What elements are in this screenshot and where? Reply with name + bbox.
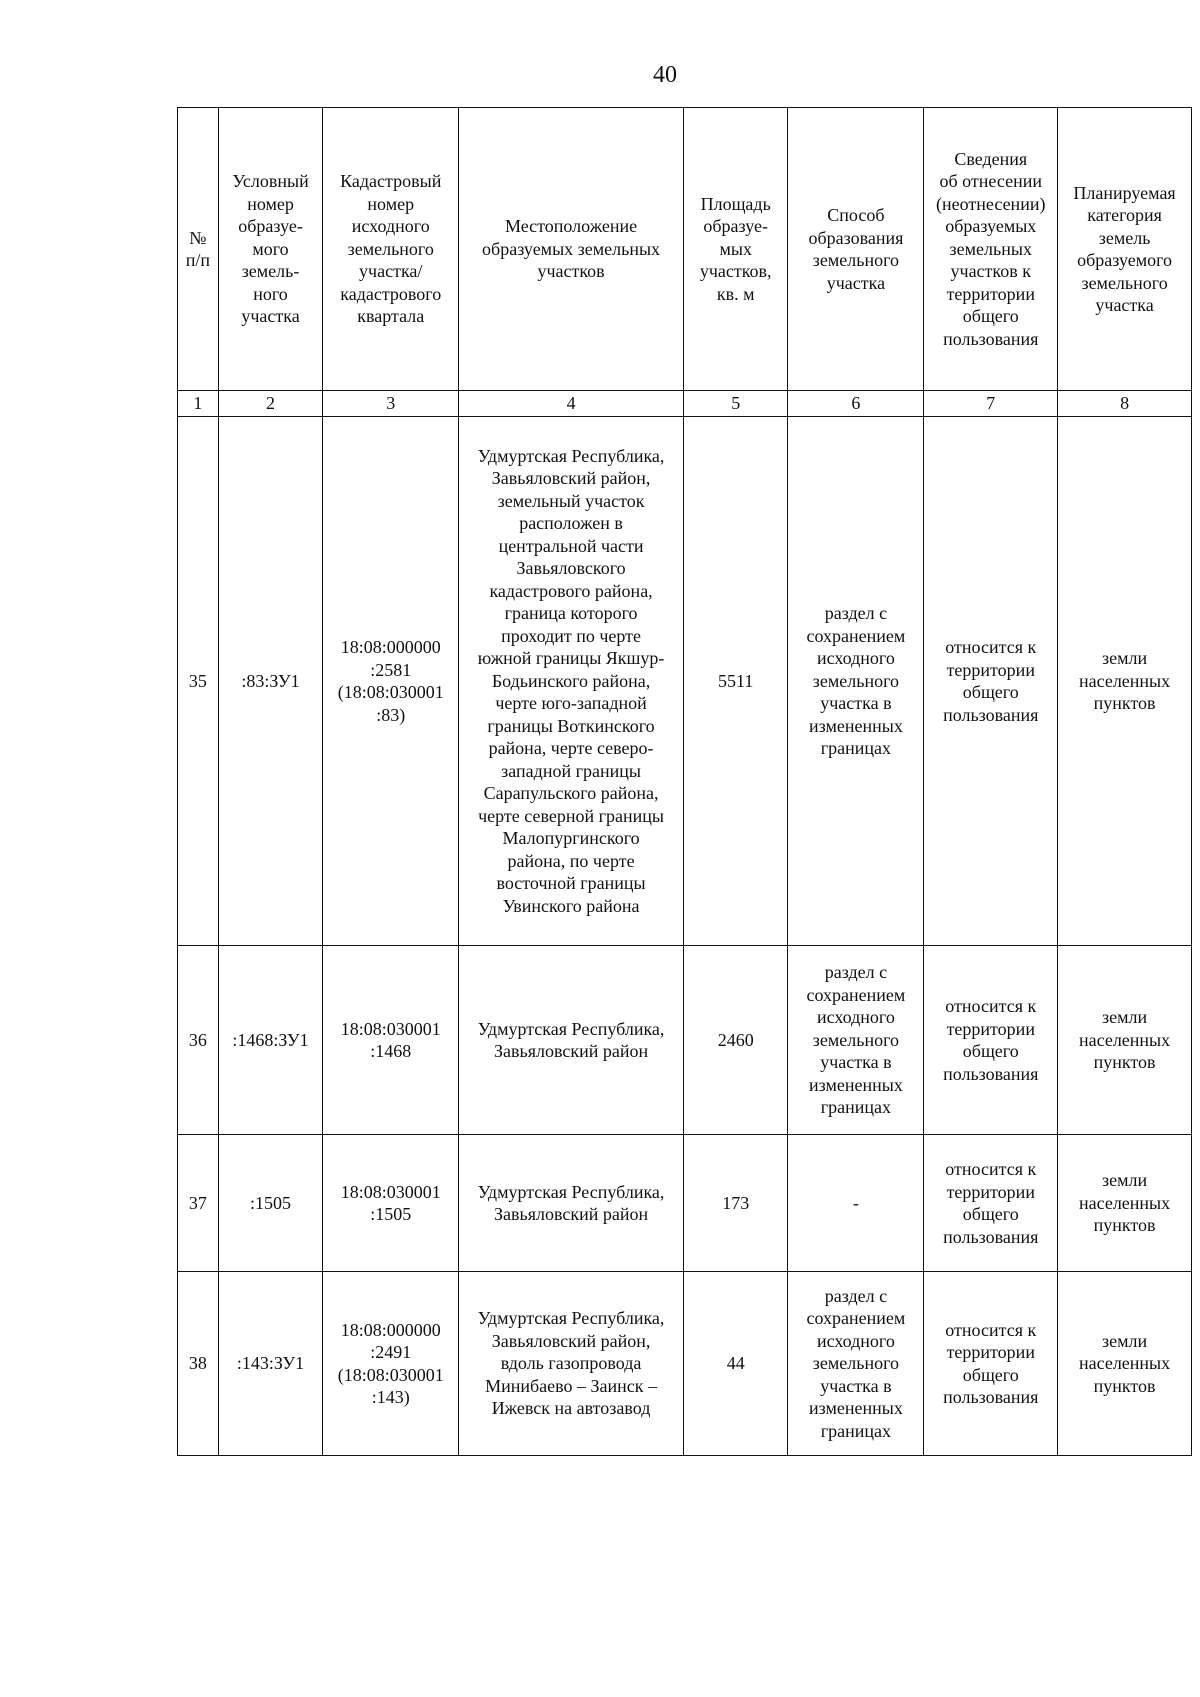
header-cell: Местоположение образуемых земельных участков [459,108,684,391]
column-number: 6 [788,391,924,417]
formation-method: раздел с сохранением исходного земельного участка в измененных границах [788,1272,924,1456]
page-number: 40 [653,62,677,88]
header-cell: Кадастровый номер исходного земельного участка/ кадастрового квартала [323,108,459,391]
row-number: 38 [178,1272,219,1456]
cadastral-number: 18:08:000000 :2581 (18:08:030001 :83) [323,417,459,946]
plot-location: Удмуртская Республика, Завьяловский район [459,946,684,1135]
header-cell: № п/п [178,108,219,391]
column-number: 7 [924,391,1058,417]
formation-method: раздел с сохранением исходного земельного участка в измененных границах [788,417,924,946]
header-cell: Сведения об отнесении (неотнесении) образуемых земельных участков к территории общего пользования [924,108,1058,391]
table-header-row [178,108,1192,391]
column-number: 1 [178,391,219,417]
plot-location: Удмуртская Республика, Завьяловский район, земельный участок расположен в центральной части Завьяловского кадастрового района, граница которого проходит по черте южной границы Якшур- Бодьинского района, черте юго-западной границы Воткинского района, черте северо- западной границы Сарапульского района, черте северной границы Малопургинского района, по черте восточной границы Увинского района [459,417,684,946]
header-cell: Способ образования земельного участка [788,108,924,391]
cadastral-number: 18:08:030001 :1468 [323,946,459,1135]
cadastral-number: 18:08:000000 :2491 (18:08:030001 :143) [323,1272,459,1456]
land-category: земли населенных пунктов [1058,946,1192,1135]
public-use-status: относится к территории общего пользования [924,1272,1058,1456]
plot-area: 173 [683,1135,788,1272]
formation-method: - [788,1135,924,1272]
plot-area: 44 [683,1272,788,1456]
column-number: 8 [1058,391,1192,417]
column-number: 4 [459,391,684,417]
row-number: 36 [178,946,219,1135]
public-use-status: относится к территории общего пользования [924,1135,1058,1272]
land-category: земли населенных пунктов [1058,417,1192,946]
header-cell: Планируемая категория земель образуемого земельного участка [1058,108,1192,391]
table-row [178,1272,1192,1456]
plot-id: :1505 [218,1135,323,1272]
column-number: 3 [323,391,459,417]
plot-area: 5511 [683,417,788,946]
table-row [178,1135,1192,1272]
public-use-status: относится к территории общего пользования [924,946,1058,1135]
plot-location: Удмуртская Республика, Завьяловский район, вдоль газопровода Минибаево – Заинск – Ижевск на автозавод [459,1272,684,1456]
cadastral-number: 18:08:030001 :1505 [323,1135,459,1272]
column-number-row [178,391,1192,417]
plot-location: Удмуртская Республика, Завьяловский район [459,1135,684,1272]
column-number: 5 [683,391,788,417]
row-number: 37 [178,1135,219,1272]
table-row [178,417,1192,946]
plot-id: :83:ЗУ1 [218,417,323,946]
plot-area: 2460 [683,946,788,1135]
plot-id: :1468:ЗУ1 [218,946,323,1135]
formation-method: раздел с сохранением исходного земельного участка в измененных границах [788,946,924,1135]
row-number: 35 [178,417,219,946]
header-cell: Условный номер образуе- мого земель- ного участка [218,108,323,391]
public-use-status: относится к территории общего пользования [924,417,1058,946]
table-row [178,946,1192,1135]
plot-id: :143:ЗУ1 [218,1272,323,1456]
land-category: земли населенных пунктов [1058,1135,1192,1272]
land-category: земли населенных пунктов [1058,1272,1192,1456]
land-plots-table [177,107,1192,1456]
header-cell: Площадь образуе- мых участков, кв. м [683,108,788,391]
column-number: 2 [218,391,323,417]
